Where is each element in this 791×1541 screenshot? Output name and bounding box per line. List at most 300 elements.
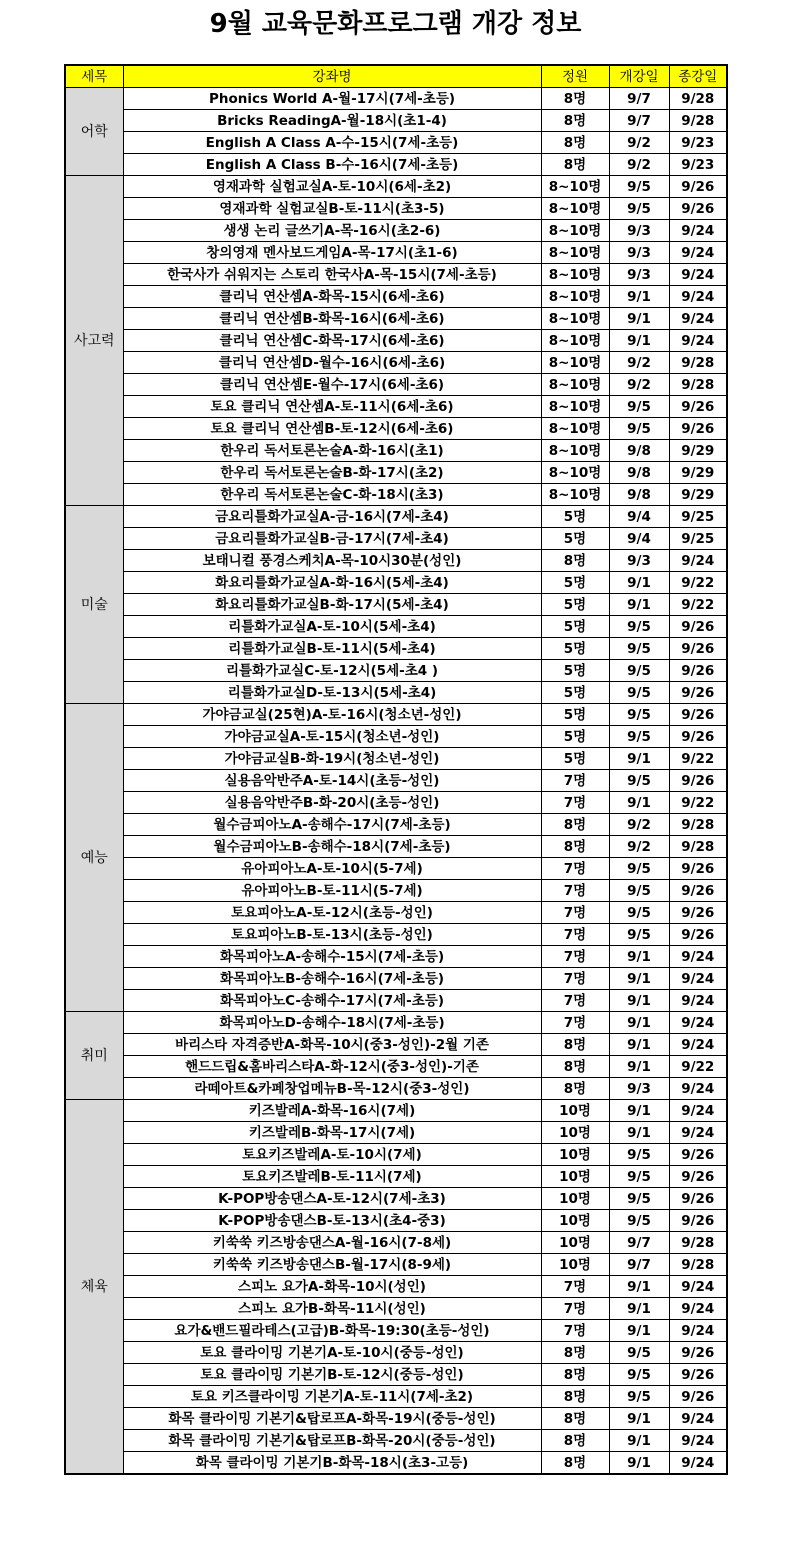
end-date-cell: 9/26 xyxy=(669,902,727,924)
course-name-cell: 영재과학 실험교실A-토-10시(6세-초2) xyxy=(123,176,541,198)
capacity-cell: 5명 xyxy=(541,594,609,616)
start-date-cell: 9/1 xyxy=(609,308,669,330)
course-name-cell: 금요리틀화가교실A-금-16시(7세-초4) xyxy=(123,506,541,528)
capacity-cell: 8~10명 xyxy=(541,352,609,374)
start-date-cell: 9/5 xyxy=(609,198,669,220)
end-date-cell: 9/26 xyxy=(669,880,727,902)
table-body xyxy=(65,88,727,1475)
start-date-cell: 9/5 xyxy=(609,858,669,880)
header-category: 세목 xyxy=(65,65,123,88)
end-date-cell: 9/22 xyxy=(669,1056,727,1078)
table-row xyxy=(65,1320,727,1342)
start-date-cell: 9/5 xyxy=(609,726,669,748)
capacity-cell: 7명 xyxy=(541,1276,609,1298)
start-date-cell: 9/3 xyxy=(609,550,669,572)
table-row xyxy=(65,110,727,132)
course-name-cell: 클리닉 연산셈D-월수-16시(6세-초6) xyxy=(123,352,541,374)
course-name-cell: 스피노 요가A-화목-10시(성인) xyxy=(123,1276,541,1298)
table-row xyxy=(65,220,727,242)
start-date-cell: 9/5 xyxy=(609,1364,669,1386)
end-date-cell: 9/24 xyxy=(669,1100,727,1122)
table-row xyxy=(65,726,727,748)
page-title: 9월 교육문화프로그램 개강 정보 xyxy=(209,9,582,39)
capacity-cell: 8명 xyxy=(541,1034,609,1056)
course-name-cell: 화목피아노B-송해수-16시(7세-초등) xyxy=(123,968,541,990)
table-row xyxy=(65,770,727,792)
course-name-cell: 라떼아트&카페창업메뉴B-목-12시(중3-성인) xyxy=(123,1078,541,1100)
capacity-cell: 8명 xyxy=(541,1342,609,1364)
end-date-cell: 9/25 xyxy=(669,528,727,550)
course-name-cell: 가야금교실A-토-15시(청소년-성인) xyxy=(123,726,541,748)
end-date-cell: 9/29 xyxy=(669,440,727,462)
table-row xyxy=(65,1298,727,1320)
course-name-cell: 바리스타 자격증반A-화목-10시(중3-성인)-2월 기존 xyxy=(123,1034,541,1056)
table-row xyxy=(65,836,727,858)
capacity-cell: 8~10명 xyxy=(541,440,609,462)
capacity-cell: 7명 xyxy=(541,858,609,880)
capacity-cell: 8~10명 xyxy=(541,484,609,506)
capacity-cell: 5명 xyxy=(541,682,609,704)
start-date-cell: 9/1 xyxy=(609,1034,669,1056)
start-date-cell: 9/7 xyxy=(609,1254,669,1276)
start-date-cell: 9/1 xyxy=(609,1452,669,1475)
end-date-cell: 9/26 xyxy=(669,396,727,418)
capacity-cell: 7명 xyxy=(541,880,609,902)
category-cell: 사고력 xyxy=(65,176,123,506)
course-name-cell: 핸드드립&홈바리스타A-화-12시(중3-성인)-기존 xyxy=(123,1056,541,1078)
end-date-cell: 9/22 xyxy=(669,594,727,616)
start-date-cell: 9/5 xyxy=(609,924,669,946)
capacity-cell: 10명 xyxy=(541,1210,609,1232)
start-date-cell: 9/5 xyxy=(609,660,669,682)
table-row xyxy=(65,1210,727,1232)
course-name-cell: 요가&밴드필라테스(고급)B-화목-19:30(초등-성인) xyxy=(123,1320,541,1342)
end-date-cell: 9/24 xyxy=(669,242,727,264)
course-name-cell: 가야금교실B-화-19시(청소년-성인) xyxy=(123,748,541,770)
end-date-cell: 9/28 xyxy=(669,88,727,110)
table-row xyxy=(65,858,727,880)
start-date-cell: 9/5 xyxy=(609,902,669,924)
capacity-cell: 5명 xyxy=(541,726,609,748)
start-date-cell: 9/2 xyxy=(609,374,669,396)
start-date-cell: 9/2 xyxy=(609,132,669,154)
capacity-cell: 5명 xyxy=(541,616,609,638)
table-row xyxy=(65,1078,727,1100)
table-row xyxy=(65,242,727,264)
table-row xyxy=(65,286,727,308)
start-date-cell: 9/2 xyxy=(609,836,669,858)
course-name-cell: 화목 클라이밍 기본기B-화목-18시(초3-고등) xyxy=(123,1452,541,1475)
course-name-cell: 클리닉 연산셈E-월수-17시(6세-초6) xyxy=(123,374,541,396)
capacity-cell: 10명 xyxy=(541,1122,609,1144)
end-date-cell: 9/26 xyxy=(669,1386,727,1408)
start-date-cell: 9/8 xyxy=(609,484,669,506)
capacity-cell: 8명 xyxy=(541,814,609,836)
capacity-cell: 5명 xyxy=(541,660,609,682)
start-date-cell: 9/1 xyxy=(609,1408,669,1430)
start-date-cell: 9/1 xyxy=(609,594,669,616)
table-row xyxy=(65,1144,727,1166)
header-start-date: 개강일 xyxy=(609,65,669,88)
table-row xyxy=(65,968,727,990)
course-name-cell: 토요키즈발레A-토-10시(7세) xyxy=(123,1144,541,1166)
capacity-cell: 7명 xyxy=(541,792,609,814)
capacity-cell: 7명 xyxy=(541,990,609,1012)
table-row xyxy=(65,264,727,286)
table-row xyxy=(65,1100,727,1122)
course-name-cell: 클리닉 연산셈B-화목-16시(6세-초6) xyxy=(123,308,541,330)
table-row xyxy=(65,418,727,440)
table-row xyxy=(65,880,727,902)
table-row xyxy=(65,682,727,704)
end-date-cell: 9/29 xyxy=(669,462,727,484)
start-date-cell: 9/5 xyxy=(609,176,669,198)
start-date-cell: 9/8 xyxy=(609,462,669,484)
capacity-cell: 10명 xyxy=(541,1166,609,1188)
course-name-cell: English A Class B-수-16시(7세-초등) xyxy=(123,154,541,176)
table-row xyxy=(65,792,727,814)
table-row xyxy=(65,330,727,352)
course-name-cell: 한우리 독서토론논술A-화-16시(초1) xyxy=(123,440,541,462)
start-date-cell: 9/7 xyxy=(609,88,669,110)
end-date-cell: 9/24 xyxy=(669,1298,727,1320)
capacity-cell: 8명 xyxy=(541,1452,609,1475)
course-name-cell: 실용음악반주B-화-20시(초등-성인) xyxy=(123,792,541,814)
end-date-cell: 9/24 xyxy=(669,1122,727,1144)
end-date-cell: 9/24 xyxy=(669,286,727,308)
capacity-cell: 5명 xyxy=(541,638,609,660)
start-date-cell: 9/1 xyxy=(609,792,669,814)
end-date-cell: 9/26 xyxy=(669,176,727,198)
end-date-cell: 9/24 xyxy=(669,330,727,352)
table-row xyxy=(65,352,727,374)
course-name-cell: 생생 논리 글쓰기A-목-16시(초2-6) xyxy=(123,220,541,242)
course-name-cell: Phonics World A-월-17시(7세-초등) xyxy=(123,88,541,110)
course-name-cell: 리틀화가교실B-토-11시(5세-초4) xyxy=(123,638,541,660)
table-row xyxy=(65,638,727,660)
start-date-cell: 9/1 xyxy=(609,1056,669,1078)
table-row xyxy=(65,902,727,924)
course-name-cell: 키즈발레B-화목-17시(7세) xyxy=(123,1122,541,1144)
start-date-cell: 9/5 xyxy=(609,396,669,418)
start-date-cell: 9/3 xyxy=(609,1078,669,1100)
course-name-cell: 화목피아노D-송해수-18시(7세-초등) xyxy=(123,1012,541,1034)
capacity-cell: 8명 xyxy=(541,550,609,572)
course-name-cell: 영재과학 실험교실B-토-11시(초3-5) xyxy=(123,198,541,220)
end-date-cell: 9/22 xyxy=(669,748,727,770)
capacity-cell: 7명 xyxy=(541,902,609,924)
capacity-cell: 8~10명 xyxy=(541,220,609,242)
capacity-cell: 8~10명 xyxy=(541,396,609,418)
end-date-cell: 9/24 xyxy=(669,1320,727,1342)
table-row xyxy=(65,462,727,484)
start-date-cell: 9/5 xyxy=(609,1188,669,1210)
capacity-cell: 7명 xyxy=(541,924,609,946)
start-date-cell: 9/1 xyxy=(609,990,669,1012)
start-date-cell: 9/1 xyxy=(609,1430,669,1452)
capacity-cell: 7명 xyxy=(541,946,609,968)
table-row xyxy=(65,1364,727,1386)
table-row xyxy=(65,572,727,594)
start-date-cell: 9/5 xyxy=(609,1166,669,1188)
end-date-cell: 9/26 xyxy=(669,858,727,880)
header-course-name: 강좌명 xyxy=(123,65,541,88)
end-date-cell: 9/26 xyxy=(669,682,727,704)
start-date-cell: 9/1 xyxy=(609,968,669,990)
table-row xyxy=(65,924,727,946)
table-row xyxy=(65,594,727,616)
capacity-cell: 8명 xyxy=(541,836,609,858)
end-date-cell: 9/26 xyxy=(669,1144,727,1166)
start-date-cell: 9/3 xyxy=(609,242,669,264)
end-date-cell: 9/24 xyxy=(669,1276,727,1298)
capacity-cell: 5명 xyxy=(541,572,609,594)
table-row xyxy=(65,704,727,726)
capacity-cell: 8~10명 xyxy=(541,374,609,396)
end-date-cell: 9/24 xyxy=(669,1452,727,1475)
table-row xyxy=(65,1408,727,1430)
start-date-cell: 9/5 xyxy=(609,1210,669,1232)
table-row xyxy=(65,1452,727,1475)
course-name-cell: 토요 클라이밍 기본기A-토-10시(중등-성인) xyxy=(123,1342,541,1364)
end-date-cell: 9/24 xyxy=(669,550,727,572)
start-date-cell: 9/5 xyxy=(609,1342,669,1364)
capacity-cell: 8~10명 xyxy=(541,308,609,330)
end-date-cell: 9/26 xyxy=(669,924,727,946)
start-date-cell: 9/2 xyxy=(609,352,669,374)
course-name-cell: 리틀화가교실D-토-13시(5세-초4) xyxy=(123,682,541,704)
start-date-cell: 9/1 xyxy=(609,1012,669,1034)
capacity-cell: 8명 xyxy=(541,154,609,176)
category-cell: 어학 xyxy=(65,88,123,176)
start-date-cell: 9/2 xyxy=(609,154,669,176)
table-row xyxy=(65,440,727,462)
course-name-cell: English A Class A-수-15시(7세-초등) xyxy=(123,132,541,154)
capacity-cell: 5명 xyxy=(541,748,609,770)
course-name-cell: 가야금교실(25현)A-토-16시(청소년-성인) xyxy=(123,704,541,726)
end-date-cell: 9/26 xyxy=(669,770,727,792)
capacity-cell: 10명 xyxy=(541,1254,609,1276)
course-name-cell: 토요 키즈클라이밍 기본기A-토-11시(7세-초2) xyxy=(123,1386,541,1408)
course-name-cell: 클리닉 연산셈C-화목-17시(6세-초6) xyxy=(123,330,541,352)
end-date-cell: 9/23 xyxy=(669,154,727,176)
course-name-cell: 화목피아노C-송해수-17시(7세-초등) xyxy=(123,990,541,1012)
end-date-cell: 9/26 xyxy=(669,1188,727,1210)
table-row xyxy=(65,528,727,550)
table-row xyxy=(65,1386,727,1408)
course-name-cell: K-POP방송댄스A-토-12시(7세-초3) xyxy=(123,1188,541,1210)
course-name-cell: Bricks ReadingA-월-18시(초1-4) xyxy=(123,110,541,132)
end-date-cell: 9/26 xyxy=(669,198,727,220)
course-name-cell: 유아피아노A-토-10시(5-7세) xyxy=(123,858,541,880)
end-date-cell: 9/23 xyxy=(669,132,727,154)
table-row xyxy=(65,88,727,110)
course-name-cell: 토요 클라이밍 기본기B-토-12시(중등-성인) xyxy=(123,1364,541,1386)
course-name-cell: 클리닉 연산셈A-화목-15시(6세-초6) xyxy=(123,286,541,308)
start-date-cell: 9/1 xyxy=(609,330,669,352)
course-name-cell: 토요피아노A-토-12시(초등-성인) xyxy=(123,902,541,924)
start-date-cell: 9/5 xyxy=(609,616,669,638)
table-row xyxy=(65,1276,727,1298)
table-row xyxy=(65,550,727,572)
start-date-cell: 9/1 xyxy=(609,572,669,594)
end-date-cell: 9/24 xyxy=(669,1034,727,1056)
start-date-cell: 9/5 xyxy=(609,880,669,902)
course-name-cell: 화목 클라이밍 기본기&탑로프B-화목-20시(중등-성인) xyxy=(123,1430,541,1452)
category-cell: 미술 xyxy=(65,506,123,704)
course-name-cell: 토요 클리닉 연산셈B-토-12시(6세-초6) xyxy=(123,418,541,440)
table-row xyxy=(65,484,727,506)
course-name-cell: 한국사가 쉬워지는 스토리 한국사A-목-15시(7세-초등) xyxy=(123,264,541,286)
course-name-cell: 보태니컬 풍경스케치A-목-10시30분(성인) xyxy=(123,550,541,572)
table-row xyxy=(65,1430,727,1452)
table-row xyxy=(65,506,727,528)
start-date-cell: 9/8 xyxy=(609,440,669,462)
capacity-cell: 10명 xyxy=(541,1100,609,1122)
table-row xyxy=(65,990,727,1012)
end-date-cell: 9/22 xyxy=(669,572,727,594)
start-date-cell: 9/1 xyxy=(609,1298,669,1320)
end-date-cell: 9/26 xyxy=(669,660,727,682)
course-name-cell: 화요리틀화가교실B-화-17시(5세-초4) xyxy=(123,594,541,616)
table-row xyxy=(65,396,727,418)
start-date-cell: 9/5 xyxy=(609,704,669,726)
end-date-cell: 9/28 xyxy=(669,352,727,374)
category-cell: 취미 xyxy=(65,1012,123,1100)
table-row xyxy=(65,1034,727,1056)
end-date-cell: 9/26 xyxy=(669,616,727,638)
table-row xyxy=(65,198,727,220)
start-date-cell: 9/1 xyxy=(609,946,669,968)
course-name-cell: 월수금피아노B-송해수-18시(7세-초등) xyxy=(123,836,541,858)
capacity-cell: 8~10명 xyxy=(541,242,609,264)
course-name-cell: 금요리틀화가교실B-금-17시(7세-초4) xyxy=(123,528,541,550)
end-date-cell: 9/26 xyxy=(669,726,727,748)
header-end-date: 종강일 xyxy=(669,65,727,88)
end-date-cell: 9/28 xyxy=(669,110,727,132)
capacity-cell: 5명 xyxy=(541,506,609,528)
table-row xyxy=(65,1188,727,1210)
table-row xyxy=(65,1122,727,1144)
end-date-cell: 9/24 xyxy=(669,1012,727,1034)
end-date-cell: 9/24 xyxy=(669,264,727,286)
course-name-cell: 유아피아노B-토-11시(5-7세) xyxy=(123,880,541,902)
table-row xyxy=(65,1232,727,1254)
capacity-cell: 8명 xyxy=(541,110,609,132)
category-cell: 예능 xyxy=(65,704,123,1012)
capacity-cell: 5명 xyxy=(541,528,609,550)
course-name-cell: 한우리 독서토론논술C-화-18시(초3) xyxy=(123,484,541,506)
table-row xyxy=(65,154,727,176)
course-name-cell: 키쑥쑥 키즈방송댄스A-월-16시(7-8세) xyxy=(123,1232,541,1254)
capacity-cell: 8~10명 xyxy=(541,286,609,308)
start-date-cell: 9/5 xyxy=(609,1386,669,1408)
end-date-cell: 9/22 xyxy=(669,792,727,814)
start-date-cell: 9/3 xyxy=(609,220,669,242)
start-date-cell: 9/1 xyxy=(609,1100,669,1122)
capacity-cell: 8~10명 xyxy=(541,418,609,440)
capacity-cell: 10명 xyxy=(541,1232,609,1254)
table-row xyxy=(65,1342,727,1364)
start-date-cell: 9/5 xyxy=(609,682,669,704)
end-date-cell: 9/26 xyxy=(669,1166,727,1188)
end-date-cell: 9/24 xyxy=(669,968,727,990)
end-date-cell: 9/28 xyxy=(669,814,727,836)
table-row xyxy=(65,1056,727,1078)
end-date-cell: 9/28 xyxy=(669,1232,727,1254)
capacity-cell: 7명 xyxy=(541,770,609,792)
course-name-cell: 월수금피아노A-송해수-17시(7세-초등) xyxy=(123,814,541,836)
start-date-cell: 9/1 xyxy=(609,1122,669,1144)
end-date-cell: 9/26 xyxy=(669,704,727,726)
end-date-cell: 9/24 xyxy=(669,1078,727,1100)
table-row xyxy=(65,1166,727,1188)
end-date-cell: 9/25 xyxy=(669,506,727,528)
end-date-cell: 9/28 xyxy=(669,1254,727,1276)
course-name-cell: K-POP방송댄스B-토-13시(초4-중3) xyxy=(123,1210,541,1232)
course-name-cell: 화목 클라이밍 기본기&탑로프A-화목-19시(중등-성인) xyxy=(123,1408,541,1430)
header-row xyxy=(65,65,727,88)
course-name-cell: 리틀화가교실A-토-10시(5세-초4) xyxy=(123,616,541,638)
end-date-cell: 9/24 xyxy=(669,1430,727,1452)
start-date-cell: 9/5 xyxy=(609,770,669,792)
course-name-cell: 창의영재 멘사보드게임A-목-17시(초1-6) xyxy=(123,242,541,264)
capacity-cell: 5명 xyxy=(541,704,609,726)
capacity-cell: 8~10명 xyxy=(541,330,609,352)
course-name-cell: 화요리틀화가교실A-화-16시(5세-초4) xyxy=(123,572,541,594)
capacity-cell: 8명 xyxy=(541,1056,609,1078)
capacity-cell: 10명 xyxy=(541,1144,609,1166)
capacity-cell: 8명 xyxy=(541,1430,609,1452)
table-row xyxy=(65,374,727,396)
start-date-cell: 9/5 xyxy=(609,638,669,660)
end-date-cell: 9/24 xyxy=(669,1408,727,1430)
table-row xyxy=(65,660,727,682)
end-date-cell: 9/24 xyxy=(669,990,727,1012)
start-date-cell: 9/7 xyxy=(609,1232,669,1254)
end-date-cell: 9/24 xyxy=(669,220,727,242)
start-date-cell: 9/7 xyxy=(609,110,669,132)
program-schedule-table xyxy=(64,64,728,1475)
capacity-cell: 8명 xyxy=(541,1386,609,1408)
start-date-cell: 9/1 xyxy=(609,286,669,308)
table-row xyxy=(65,814,727,836)
start-date-cell: 9/4 xyxy=(609,506,669,528)
table-row xyxy=(65,748,727,770)
table-row xyxy=(65,308,727,330)
capacity-cell: 7명 xyxy=(541,1298,609,1320)
end-date-cell: 9/24 xyxy=(669,946,727,968)
table-header xyxy=(65,65,727,88)
start-date-cell: 9/2 xyxy=(609,814,669,836)
end-date-cell: 9/26 xyxy=(669,418,727,440)
end-date-cell: 9/26 xyxy=(669,1364,727,1386)
table-row xyxy=(65,176,727,198)
course-name-cell: 키즈발레A-화목-16시(7세) xyxy=(123,1100,541,1122)
capacity-cell: 10명 xyxy=(541,1188,609,1210)
capacity-cell: 8명 xyxy=(541,88,609,110)
start-date-cell: 9/1 xyxy=(609,748,669,770)
course-name-cell: 한우리 독서토론논술B-화-17시(초2) xyxy=(123,462,541,484)
start-date-cell: 9/1 xyxy=(609,1276,669,1298)
end-date-cell: 9/29 xyxy=(669,484,727,506)
course-name-cell: 토요키즈발레B-토-11시(7세) xyxy=(123,1166,541,1188)
start-date-cell: 9/3 xyxy=(609,264,669,286)
capacity-cell: 7명 xyxy=(541,1012,609,1034)
course-name-cell: 스피노 요가B-화목-11시(성인) xyxy=(123,1298,541,1320)
course-name-cell: 키쑥쑥 키즈방송댄스B-월-17시(8-9세) xyxy=(123,1254,541,1276)
capacity-cell: 8명 xyxy=(541,1364,609,1386)
